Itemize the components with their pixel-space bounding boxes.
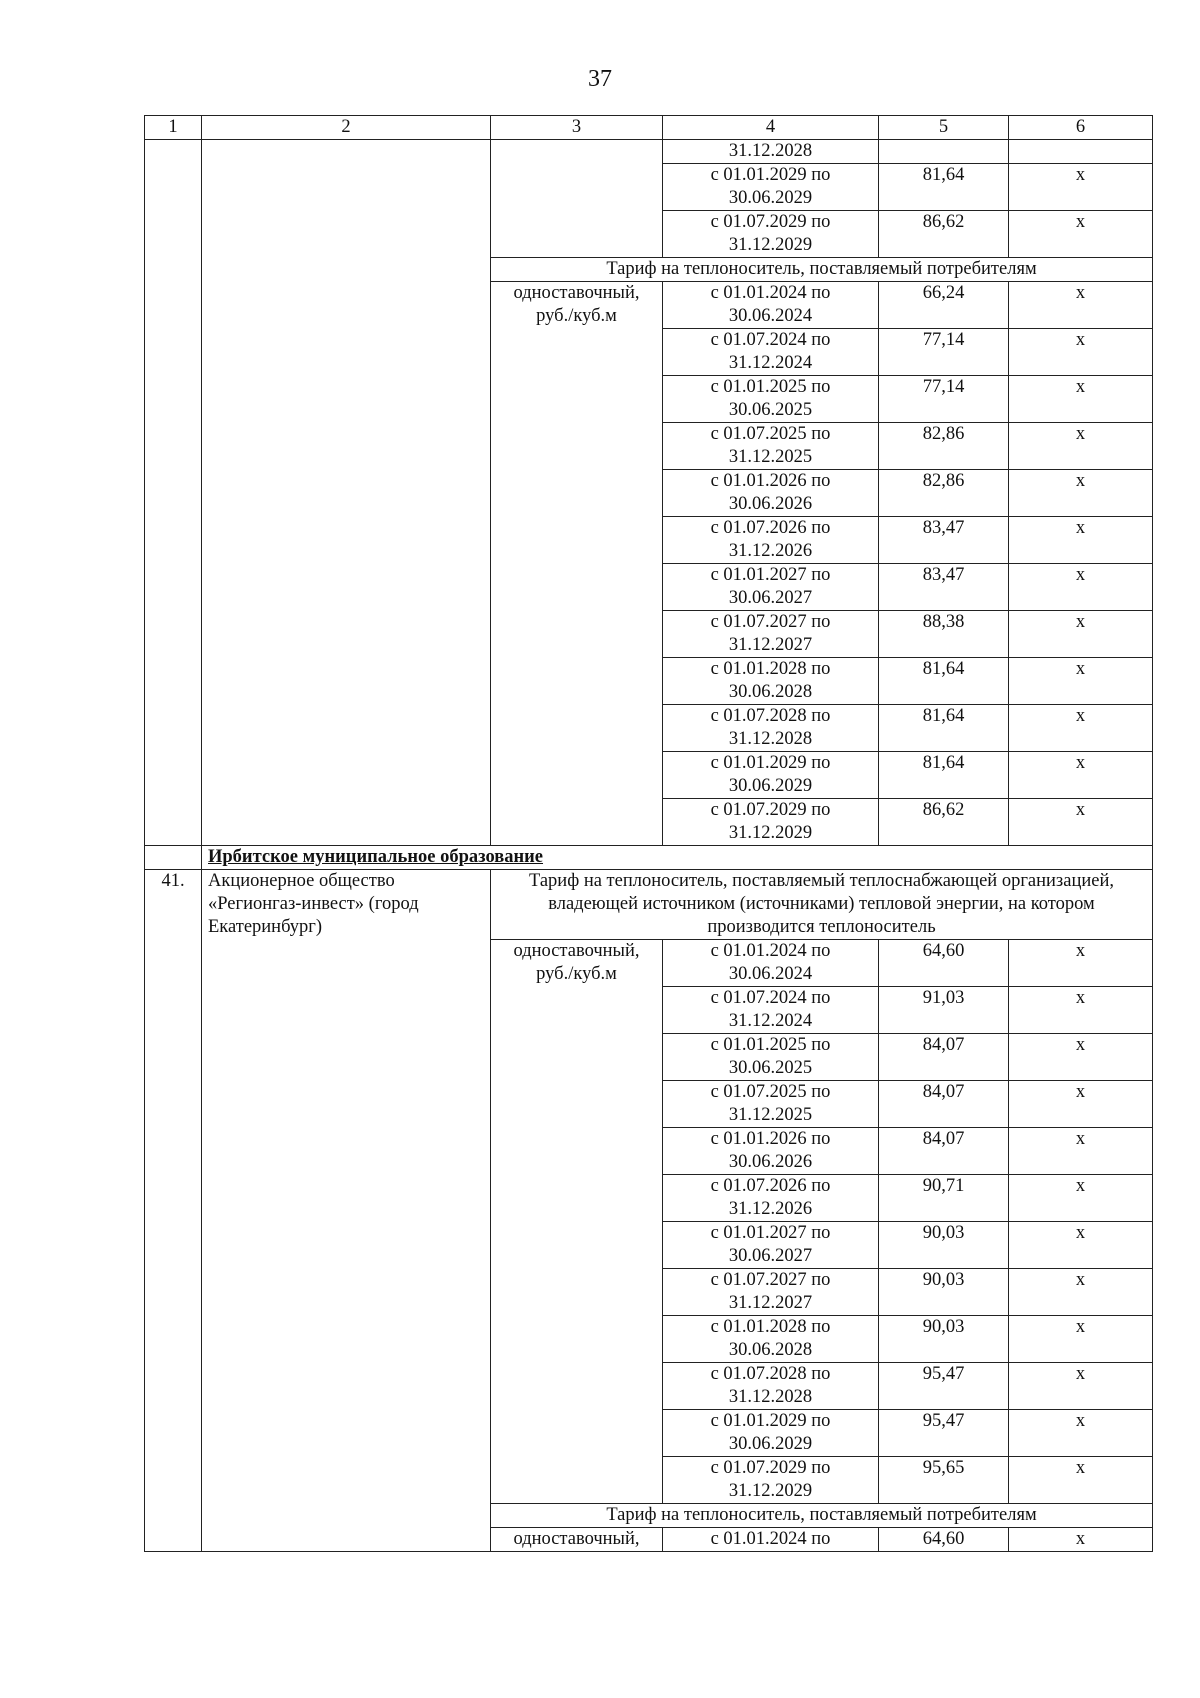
x-cell: х — [1009, 470, 1153, 517]
rate-label: одноставочный, руб./куб.м — [491, 940, 663, 1504]
period-cell: с 01.01.2026 по 30.06.2026 — [663, 470, 879, 517]
value-cell — [879, 140, 1009, 164]
x-cell: х — [1009, 705, 1153, 752]
x-cell: х — [1009, 211, 1153, 258]
period-cell: с 01.07.2029 по 31.12.2029 — [663, 1457, 879, 1504]
period-cell: с 01.01.2025 по 30.06.2025 — [663, 376, 879, 423]
column-header: 6 — [1009, 116, 1153, 140]
x-cell: х — [1009, 376, 1153, 423]
value-cell: 88,38 — [879, 611, 1009, 658]
x-cell: х — [1009, 282, 1153, 329]
tariff-table — [144, 115, 1153, 1552]
period-cell: с 01.01.2027 по 30.06.2027 — [663, 1222, 879, 1269]
x-cell: х — [1009, 1175, 1153, 1222]
value-cell: 95,47 — [879, 1363, 1009, 1410]
value-cell: 90,03 — [879, 1269, 1009, 1316]
period-cell: с 01.07.2027 по 31.12.2027 — [663, 1269, 879, 1316]
value-cell: 95,65 — [879, 1457, 1009, 1504]
rate-label: одноставочный, руб./куб.м — [491, 282, 663, 846]
value-cell: 82,86 — [879, 470, 1009, 517]
period-cell: с 01.07.2028 по 31.12.2028 — [663, 1363, 879, 1410]
section-title: Ирбитское муниципальное образование — [202, 846, 1153, 870]
x-cell: х — [1009, 799, 1153, 846]
x-cell: х — [1009, 1363, 1153, 1410]
value-cell: 90,03 — [879, 1222, 1009, 1269]
subheader: Тариф на теплоноситель, поставляемый теплоснабжающей организацией, владеющей источником (источниками) тепловой энергии, на котором производится теплоноситель — [491, 870, 1153, 940]
rate-cell — [491, 140, 663, 258]
value-cell: 64,60 — [879, 1528, 1009, 1552]
period-cell: с 01.01.2027 по 30.06.2027 — [663, 564, 879, 611]
x-cell: х — [1009, 1316, 1153, 1363]
x-cell: х — [1009, 1528, 1153, 1552]
value-cell: 90,03 — [879, 1316, 1009, 1363]
x-cell — [1009, 140, 1153, 164]
subheader: Тариф на теплоноситель, поставляемый потребителям — [491, 258, 1153, 282]
column-header: 1 — [145, 116, 202, 140]
x-cell: х — [1009, 752, 1153, 799]
x-cell: х — [1009, 1269, 1153, 1316]
value-cell: 66,24 — [879, 282, 1009, 329]
period-cell: с 01.01.2025 по 30.06.2025 — [663, 1034, 879, 1081]
organization-name: Акционерное общество «Регионгаз-инвест» (город Екатеринбург) — [202, 870, 491, 1552]
column-header-row — [145, 116, 1153, 140]
period-cell: с 01.01.2029 по 30.06.2029 — [663, 164, 879, 211]
section-number-cell — [145, 846, 202, 870]
value-cell: 81,64 — [879, 658, 1009, 705]
x-cell: х — [1009, 940, 1153, 987]
value-cell: 84,07 — [879, 1128, 1009, 1175]
period-cell: с 01.01.2028 по 30.06.2028 — [663, 1316, 879, 1363]
section-row — [145, 846, 1153, 870]
x-cell: х — [1009, 1457, 1153, 1504]
period-cell: с 01.07.2028 по 31.12.2028 — [663, 705, 879, 752]
period-cell: с 01.01.2029 по 30.06.2029 — [663, 752, 879, 799]
page-number: 37 — [588, 66, 612, 92]
value-cell: 91,03 — [879, 987, 1009, 1034]
entry-number: 41. — [145, 870, 202, 1552]
x-cell: х — [1009, 1128, 1153, 1175]
x-cell: х — [1009, 1222, 1153, 1269]
column-header: 3 — [491, 116, 663, 140]
value-cell: 81,64 — [879, 164, 1009, 211]
value-cell: 83,47 — [879, 517, 1009, 564]
x-cell: х — [1009, 658, 1153, 705]
value-cell: 77,14 — [879, 329, 1009, 376]
x-cell: х — [1009, 1410, 1153, 1457]
value-cell: 90,71 — [879, 1175, 1009, 1222]
subheader: Тариф на теплоноситель, поставляемый потребителям — [491, 1504, 1153, 1528]
period-cell: с 01.01.2029 по 30.06.2029 — [663, 1410, 879, 1457]
period-cell: с 01.07.2025 по 31.12.2025 — [663, 423, 879, 470]
value-cell: 77,14 — [879, 376, 1009, 423]
x-cell: х — [1009, 1081, 1153, 1128]
column-header: 5 — [879, 116, 1009, 140]
entry-subheader-row — [145, 870, 1153, 940]
x-cell: х — [1009, 564, 1153, 611]
column-header: 4 — [663, 116, 879, 140]
period-cell: с 01.07.2029 по 31.12.2029 — [663, 799, 879, 846]
x-cell: х — [1009, 517, 1153, 564]
value-cell: 64,60 — [879, 940, 1009, 987]
value-cell: 81,64 — [879, 705, 1009, 752]
period-cell: с 01.07.2025 по 31.12.2025 — [663, 1081, 879, 1128]
value-cell: 82,86 — [879, 423, 1009, 470]
period-cell: с 01.07.2026 по 31.12.2026 — [663, 1175, 879, 1222]
x-cell: х — [1009, 611, 1153, 658]
period-cell: с 01.01.2024 по 30.06.2024 — [663, 940, 879, 987]
organization-cell — [202, 140, 491, 846]
value-cell: 84,07 — [879, 1081, 1009, 1128]
period-cell: с 01.01.2028 по 30.06.2028 — [663, 658, 879, 705]
rate-label: одноставочный, — [491, 1528, 663, 1552]
period-cell: с 01.07.2024 по 31.12.2024 — [663, 329, 879, 376]
x-cell: х — [1009, 987, 1153, 1034]
entry-number-cell — [145, 140, 202, 846]
period-cell: с 01.01.2024 по — [663, 1528, 879, 1552]
x-cell: х — [1009, 164, 1153, 211]
period-cell: с 01.01.2026 по 30.06.2026 — [663, 1128, 879, 1175]
x-cell: х — [1009, 1034, 1153, 1081]
column-header: 2 — [202, 116, 491, 140]
period-cell: с 01.01.2024 по 30.06.2024 — [663, 282, 879, 329]
x-cell: х — [1009, 329, 1153, 376]
period-cell: с 01.07.2029 по 31.12.2029 — [663, 211, 879, 258]
value-cell: 83,47 — [879, 564, 1009, 611]
value-cell: 84,07 — [879, 1034, 1009, 1081]
value-cell: 86,62 — [879, 799, 1009, 846]
value-cell: 86,62 — [879, 211, 1009, 258]
period-cell: с 01.07.2024 по 31.12.2024 — [663, 987, 879, 1034]
x-cell: х — [1009, 423, 1153, 470]
table-row — [145, 140, 1153, 164]
period-cell: с 01.07.2026 по 31.12.2026 — [663, 517, 879, 564]
period-cell: 31.12.2028 — [663, 140, 879, 164]
period-cell: с 01.07.2027 по 31.12.2027 — [663, 611, 879, 658]
value-cell: 81,64 — [879, 752, 1009, 799]
value-cell: 95,47 — [879, 1410, 1009, 1457]
